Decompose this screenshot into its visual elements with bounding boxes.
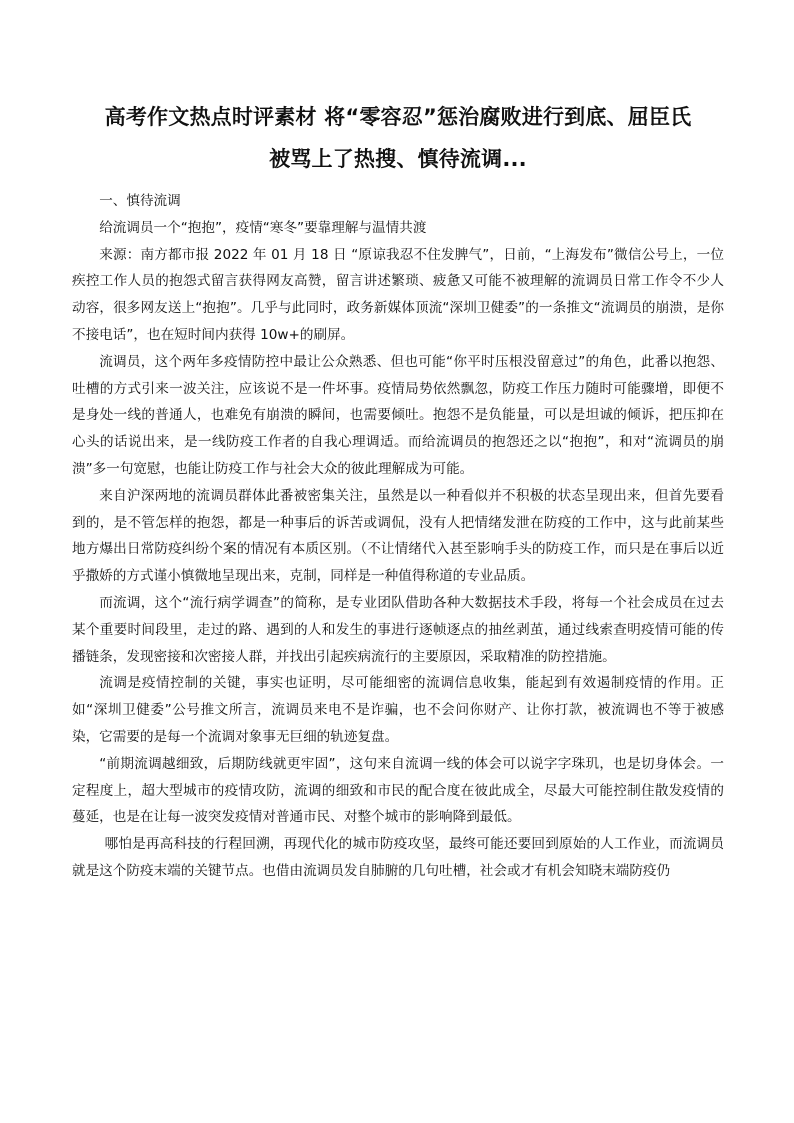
paragraph: 来源：南方都市报 2022 年 01 月 18 日 “原谅我忍不住发脾气”，日前，“上海发布”微信公号上，一位疾控工作人员的抱怨式留言获得网友高赞，留言讲述繁琐、疲惫又可能不被理解的流调员日常工作令不少人动容，很多网友送上“抱抱”。几乎与此同时，政务新媒体顶流“深圳卫健委”的一条推文“流调员的崩溃，是你不接电话”，也在短时间内获得 10w+的刷屏。	[72, 246, 724, 343]
title-line-1: 高考作文热点时评素材 将“零容忍”惩治腐败进行到底、屈臣氏	[104, 105, 692, 129]
document-title	[72, 96, 724, 180]
paragraph: 哪怕是再高科技的行程回溯，再现代化的城市防疫攻坚，最终可能还要回到原始的人工作业，而流调员就是这个防疫末端的关键节点。也借由流调员发自肺腑的几句吐槽，社会或才有机会知晓末端防疫仍	[72, 836, 724, 879]
paragraph: “前期流调越细致，后期防线就更牢固”，这句来自流调一线的体会可以说字字珠玑，也是切身体会。一定程度上，超大型城市的疫情攻防，流调的细致和市民的配合度在彼此成全，尽最大可能控制住散发疫情的蔓延，也是在让每一波突发疫情对普通市民、对整个城市的影响降到最低。	[72, 755, 724, 826]
article-subtitle: 给流调员一个“抱抱”，疫情“寒冬”要靠理解与温情共渡	[99, 219, 427, 236]
document-page	[72, 96, 724, 885]
paragraph: 来自沪深两地的流调员群体此番被密集关注，虽然是以一种看似并不积极的状态呈现出来，但首先要看到的，是不管怎样的抱怨，都是一种事后的诉苦或调侃，没有人把情绪发泄在防疫的工作中，这与此前某些地方爆出日常防疫纠纷个案的情况有本质区别。（不让情绪代入甚至影响手头的防疫工作，而只是在事后以近乎撒娇的方式谨小慎微地呈现出来，克制，同样是一种值得称道的专业品质。	[72, 487, 724, 585]
document-body	[72, 188, 724, 885]
paragraph: 流调员，这个两年多疫情防控中最让公众熟悉、但也可能“你平时压根没留意过”的角色，此番以抱怨、吐槽的方式引来一波关注，应该说不是一件坏事。疫情局势依然飘忽，防疫工作压力随时可能骤增，即便不是身处一线的普通人，也难免有崩溃的瞬间，也需要倾吐。抱怨不是负能量，可以是坦诚的倾诉，把压抑在心头的话说出来，是一线防疫工作者的自我心理调适。而给流调员的抱怨还之以“抱抱”，和对“流调员的崩溃”多一句宽慰，也能让防疫工作与社会大众的彼此理解成为可能。	[72, 353, 724, 477]
section-heading: 一、慎待流调	[99, 193, 181, 209]
paragraph: 而流调，这个“流行病学调查”的简称，是专业团队借助各种大数据技术手段，将每一个社会成员在过去某个重要时间段里，走过的路、遇到的人和发生的事进行逐帧逐点的抽丝剥茧，通过线索查明疫情可能的传播链条，发现密接和次密接人群，并找出引起疾病流行的主要原因，采取精准的防控措施。	[72, 594, 724, 665]
title-line-2: 被骂上了热搜、慎待流调...	[269, 147, 527, 171]
paragraph: 流调是疫情控制的关键，事实也证明，尽可能细密的流调信息收集，能起到有效遏制疫情的作用。正如“深圳卫健委”公号推文所言，流调员来电不是诈骗，也不会问你财产、让你打款，被流调也不等于被感染，它需要的是每一个流调对象事无巨细的轨迹复盘。	[72, 675, 724, 745]
